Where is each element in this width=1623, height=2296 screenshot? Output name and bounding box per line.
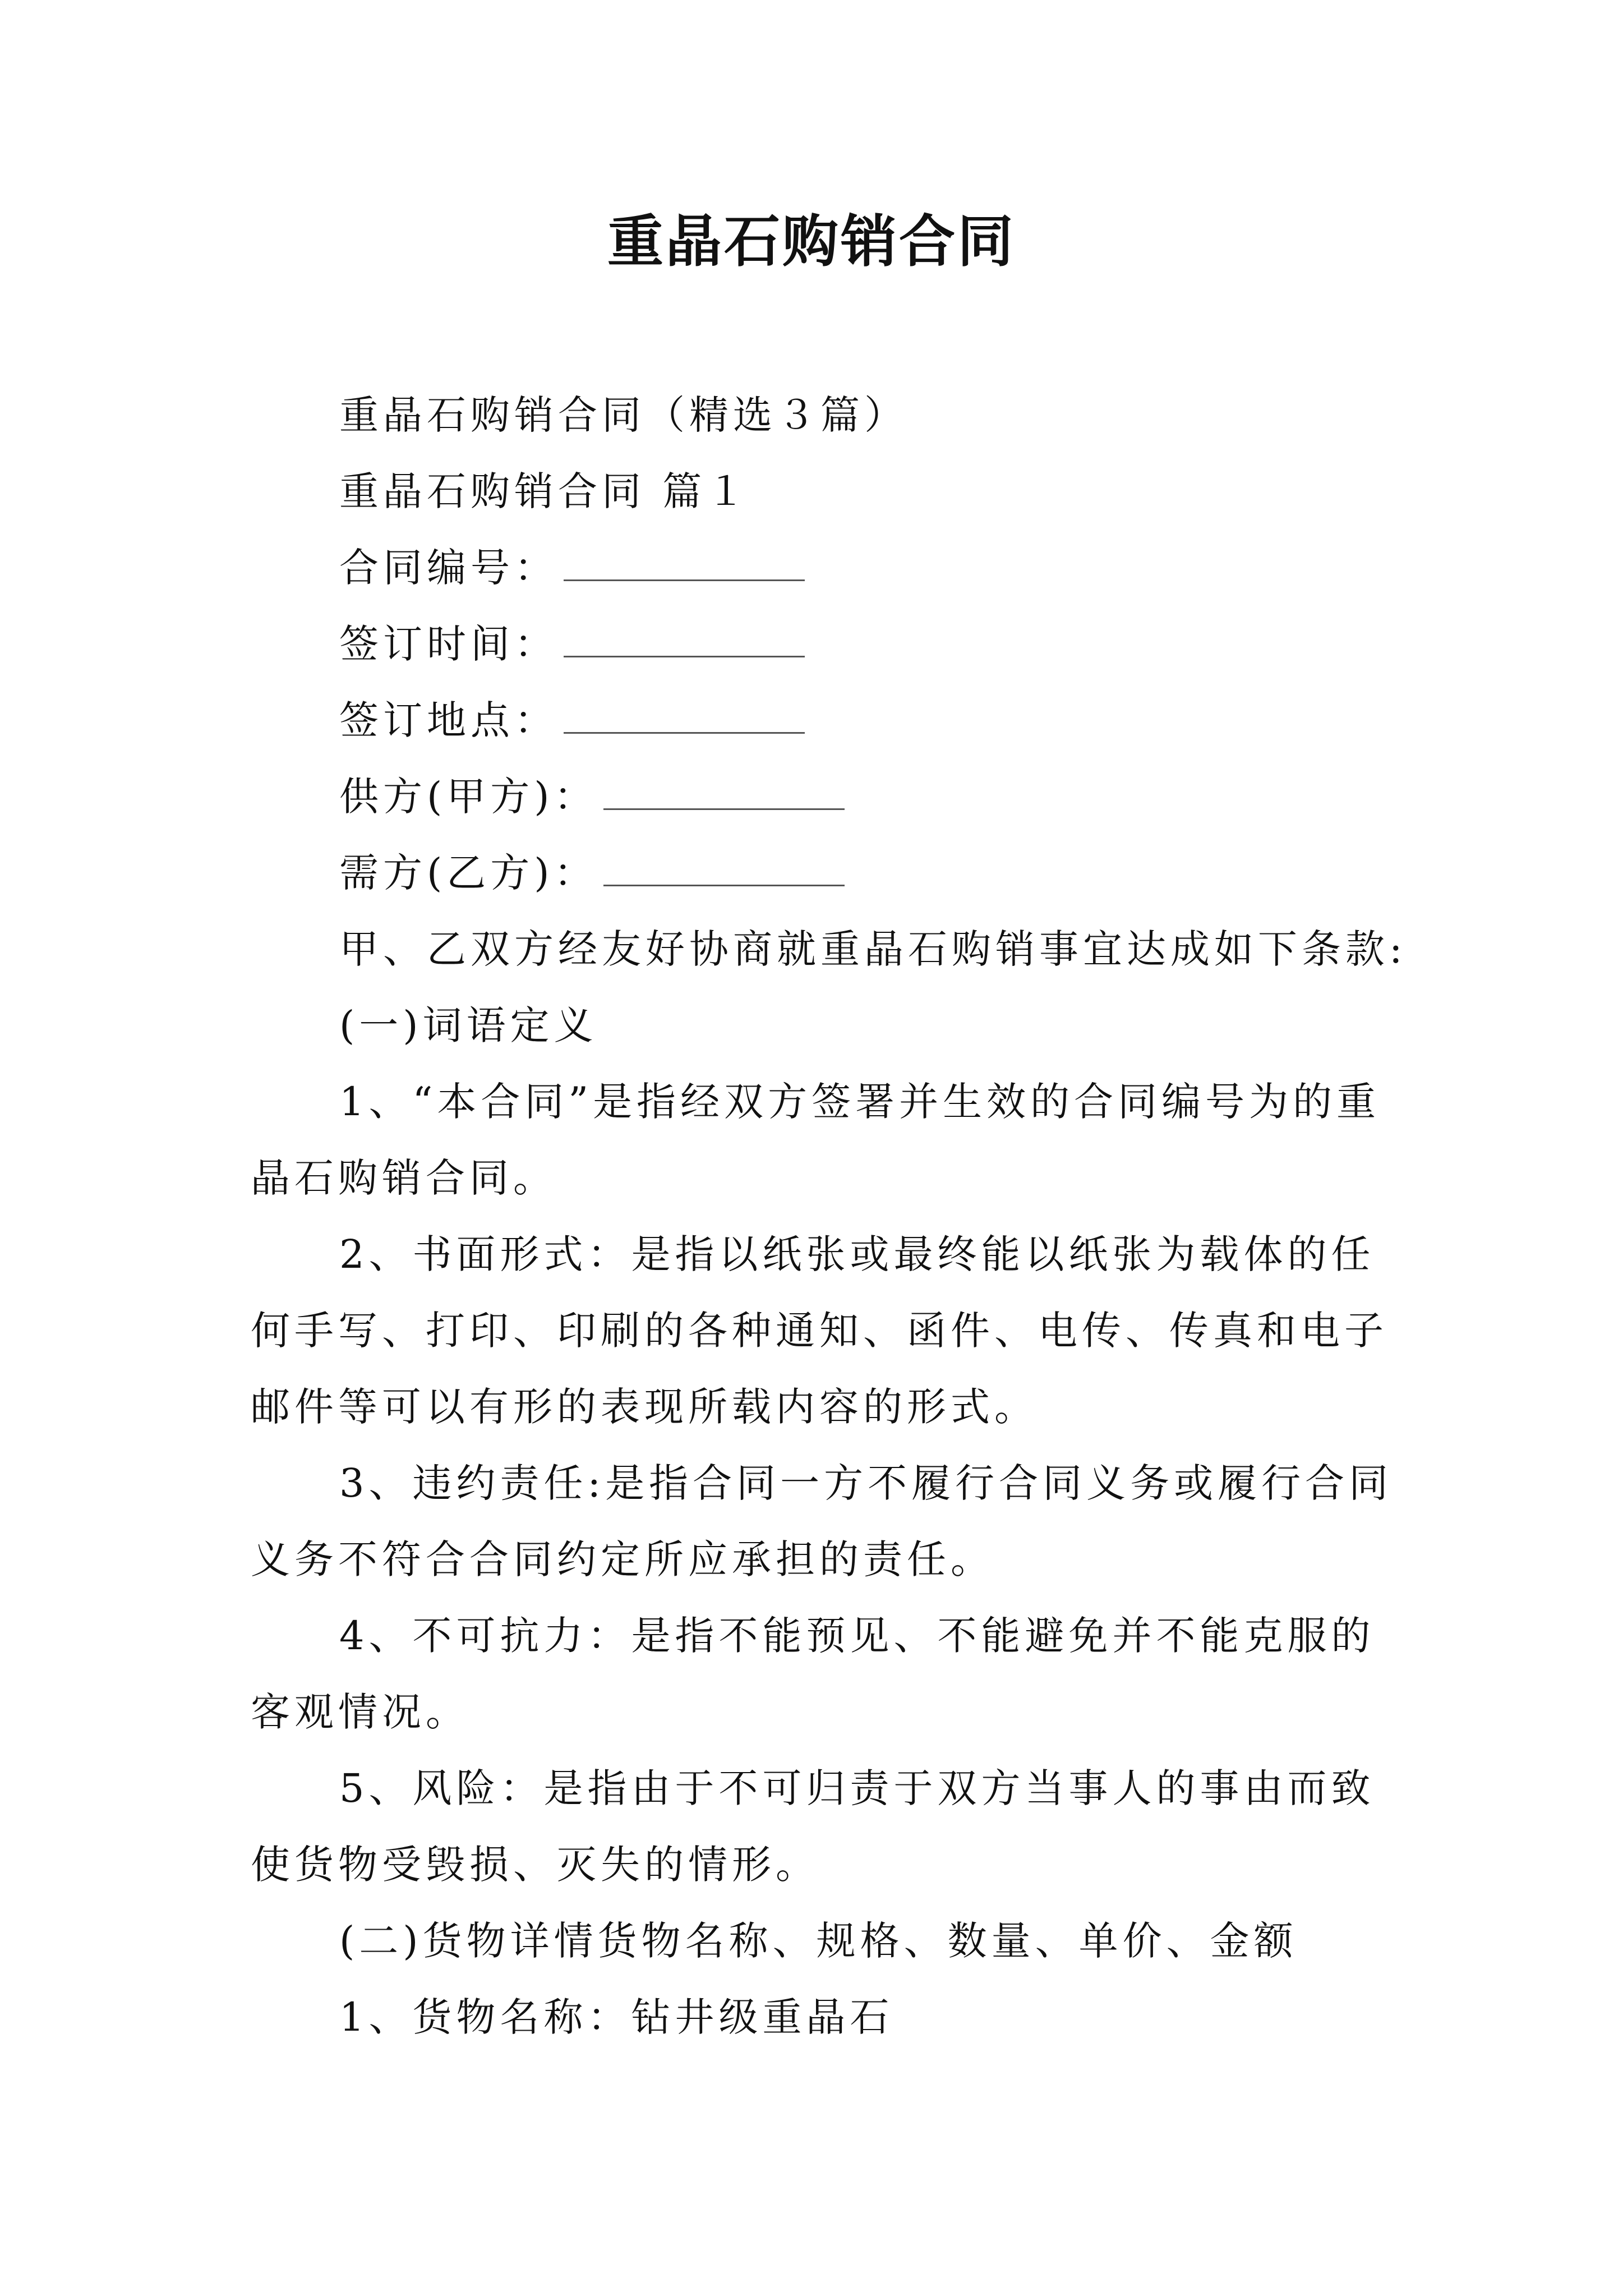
field-supplier <box>339 769 845 825</box>
field-label: 签订地点： <box>339 697 558 743</box>
blank-line <box>603 774 845 810</box>
field-label: 需方(乙方)： <box>339 850 598 896</box>
goods-item-1: 1、货物名称：钻井级重晶石 <box>339 1994 894 2040</box>
blank-line <box>603 850 845 886</box>
blank-line <box>564 621 805 657</box>
definition-5-line-2: 使货物受毁损、灭失的情形。 <box>251 1842 819 1888</box>
document-title: 重晶石购销合同 <box>607 208 1016 274</box>
blank-line <box>564 697 805 734</box>
definition-1-line-2: 晶石购销合同。 <box>251 1155 557 1201</box>
definition-3-line-1: 3、违约责任:是指合同一方不履行合同义务或履行合同 <box>339 1460 1393 1506</box>
definition-5-line-1: 5、风险：是指由于不可归责于双方当事人的事由而致 <box>339 1765 1375 1811</box>
field-buyer <box>339 845 845 901</box>
field-contract-no <box>339 540 805 596</box>
definition-2-line-2: 何手写、打印、印刷的各种通知、函件、电传、传真和电子 <box>251 1308 1388 1354</box>
field-label: 合同编号： <box>339 545 558 591</box>
definition-2-line-1: 2、书面形式：是指以纸张或最终能以纸张为载体的任 <box>339 1231 1375 1277</box>
blank-line <box>564 545 805 581</box>
field-sign-time <box>339 616 805 672</box>
section-heading-1: (一)词语定义 <box>339 1002 598 1048</box>
definition-4-line-2: 客观情况。 <box>251 1689 469 1735</box>
field-label: 签订时间： <box>339 621 558 667</box>
section-heading-2: (二)货物详情货物名称、规格、数量、单价、金额 <box>339 1918 1298 1964</box>
field-label: 供方(甲方)： <box>339 774 598 820</box>
definition-2-line-3: 邮件等可以有形的表现所载内容的形式。 <box>251 1384 1038 1430</box>
definition-3-line-2: 义务不符合合同约定所应承担的责任。 <box>251 1536 994 1582</box>
document-subtitle: 重晶石购销合同（精选３篇） <box>339 392 908 438</box>
definition-1-line-1: 1、“本合同”是指经双方签署并生效的合同编号为的重 <box>339 1079 1381 1125</box>
definition-4-line-1: 4、不可抗力：是指不能预见、不能避免并不能克服的 <box>339 1613 1375 1659</box>
part-heading: 重晶石购销合同 篇１ <box>339 468 750 514</box>
intro-paragraph: 甲、乙双方经友好协商就重晶石购销事宜达成如下条款: <box>339 926 1407 972</box>
field-sign-place <box>339 692 805 748</box>
